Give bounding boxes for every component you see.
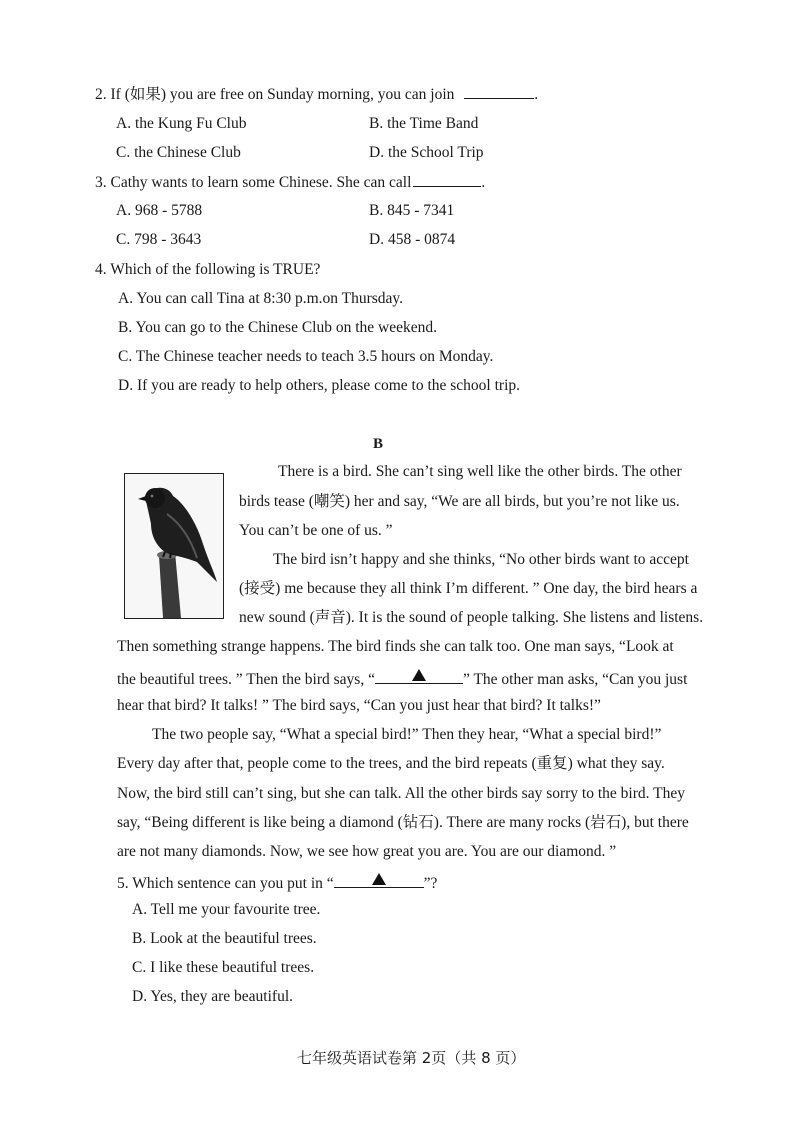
q2-option-a: A. the Kung Fu Club — [116, 115, 247, 132]
q4-option-b: B. You can go to the Chinese Club on the weekend. — [118, 319, 438, 336]
q2-option-b: B. the Time Band — [369, 115, 479, 132]
q3-option-d: D. 458 - 0874 — [369, 231, 456, 248]
passage-line-2: birds tease (嘲笑) her and say, “We are all birds, but you’re not like us. — [239, 493, 680, 510]
q5-option-c: C. I like these beautiful trees. — [132, 959, 315, 976]
q5-answer-blank — [334, 873, 424, 888]
passage-line-14: are not many diamonds. Now, we see how great you are. You are our diamond. ” — [117, 843, 617, 860]
triangle-icon — [372, 873, 386, 885]
passage-line-6: new sound (声音). It is the sound of people talking. She listens and listens. — [239, 609, 704, 626]
bird-photo — [124, 473, 224, 619]
q5-option-d: D. Yes, they are beautiful. — [132, 988, 293, 1005]
passage-line-4: The bird isn’t happy and she thinks, “No other birds want to accept — [273, 551, 689, 568]
bird-on-post-illustration — [125, 474, 223, 618]
q3-stem-line — [95, 174, 485, 191]
q2-option-d: D. the School Trip — [369, 144, 484, 161]
section-b-title: B — [373, 436, 384, 452]
passage-line-8 — [117, 669, 687, 688]
passage-line-12: Now, the bird still can’t sing, but she can talk. All the other birds say sorry to the bird. They — [117, 785, 685, 802]
q5-stem: 5. Which sentence can you put in “ — [117, 875, 334, 892]
passage-line-10: The two people say, “What a special bird!” Then they hear, “What a special bird!” — [152, 726, 662, 743]
passage-line-11: Every day after that, people come to the trees, and the bird repeats (重复) what they say. — [117, 755, 665, 772]
passage-line-5: (接受) me because they all think I’m different. ” One day, the bird hears a — [239, 580, 698, 597]
passage-line-1: There is a bird. She can’t sing well like the other birds. The other — [278, 463, 682, 480]
passage-line-7: Then something strange happens. The bird finds she can talk too. One man says, “Look at — [117, 638, 674, 655]
q5-option-a: A. Tell me your favourite tree. — [132, 901, 321, 918]
page-footer: 七年级英语试卷第 2页（共 8 页） — [297, 1049, 526, 1067]
passage-line-13: say, “Being different is like being a diamond (钻石). There are many rocks (岩石), but there — [117, 814, 689, 831]
q3-answer-blank — [413, 174, 481, 187]
passage-answer-blank — [375, 669, 463, 684]
q3-option-b: B. 845 - 7341 — [369, 202, 455, 219]
q4-option-c: C. The Chinese teacher needs to teach 3.5 hours on Monday. — [118, 348, 494, 365]
passage-line-8-start: the beautiful trees. ” Then the bird says, “ — [117, 671, 375, 688]
q2-answer-blank — [464, 86, 534, 99]
q4-stem: 4. Which of the following is TRUE? — [95, 261, 321, 278]
passage-line-3: You can’t be one of us. ” — [239, 522, 393, 539]
q2-option-c: C. the Chinese Club — [116, 144, 241, 161]
q5-option-b: B. Look at the beautiful trees. — [132, 930, 317, 947]
passage-line-8-end: ” The other man asks, “Can you just — [462, 671, 688, 688]
q2-stem-end: . — [534, 86, 539, 103]
q3-stem-end: . — [481, 174, 486, 191]
q2-stem-line — [95, 86, 538, 103]
q5-stem-line — [117, 873, 437, 892]
triangle-icon — [412, 669, 426, 681]
q3-stem: 3. Cathy wants to learn some Chinese. She can call — [95, 174, 412, 191]
q3-option-c: C. 798 - 3643 — [116, 231, 202, 248]
passage-line-9: hear that bird? It talks! ” The bird says, “Can you just hear that bird? It talks!” — [117, 697, 601, 714]
q5-stem-end: ”? — [423, 875, 438, 892]
q3-option-a: A. 968 - 5788 — [116, 202, 203, 219]
q4-option-a: A. You can call Tina at 8:30 p.m.on Thursday. — [118, 290, 404, 307]
q4-option-d: D. If you are ready to help others, please come to the school trip. — [118, 377, 521, 394]
q2-stem: 2. If (如果) you are free on Sunday morning, you can join — [95, 86, 455, 103]
